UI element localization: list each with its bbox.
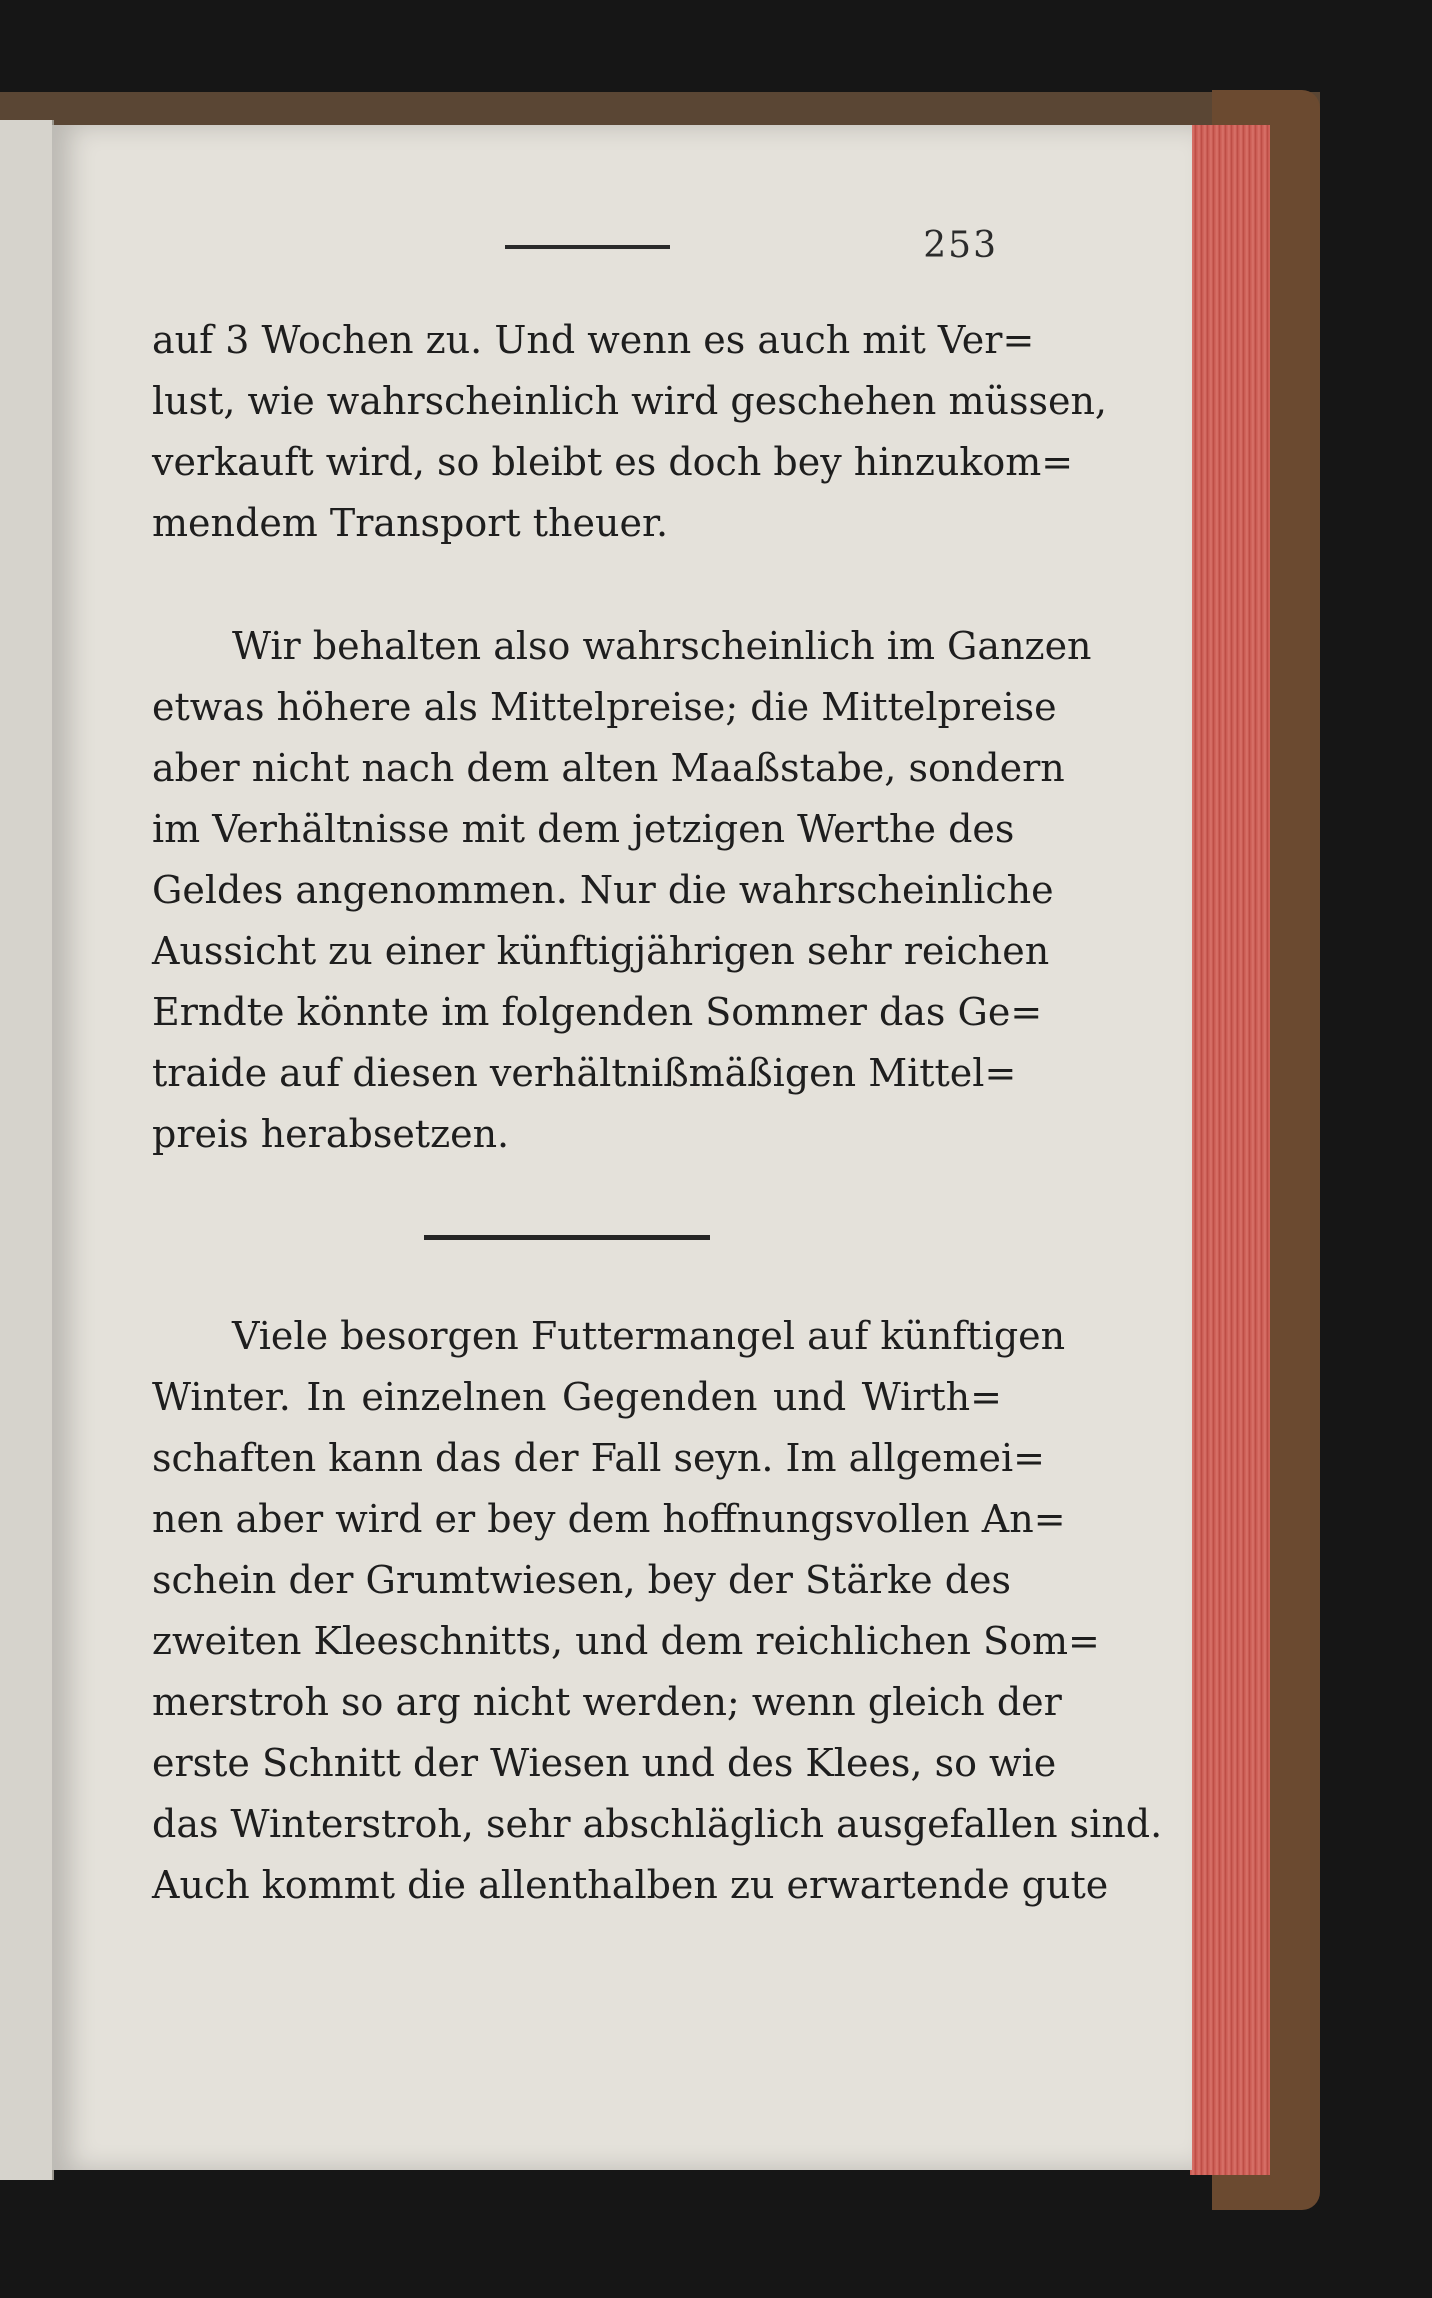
- paragraph-3: [152, 1306, 1163, 1916]
- text-line: etwas höhere als Mittelpreise; die Mittelpreise: [152, 685, 1057, 729]
- text-line: im Verhältnisse mit dem jetzigen Werthe des: [152, 807, 1015, 851]
- facing-page-edge: [0, 120, 54, 2180]
- text-line: schein der Grumtwiesen, bey der Stärke des: [152, 1558, 1012, 1602]
- page-number: 253: [923, 225, 998, 266]
- text-line: verkauft wird, so bleibt es doch bey hinzukom=: [152, 440, 1074, 484]
- text-line: Aussicht zu einer künftigjährigen sehr reichen: [152, 929, 1050, 973]
- text-line: zweiten Kleeschnitts, und dem reichlichen Som=: [152, 1619, 1100, 1663]
- text-line: Geldes angenommen. Nur die wahrscheinliche: [152, 868, 1054, 912]
- text-line: Auch kommt die allenthalben zu erwartende gute: [152, 1863, 1109, 1907]
- text-line: das Winterstroh, sehr abschläglich ausgefallen sind.: [152, 1802, 1163, 1846]
- page-edges-red: [1190, 125, 1270, 2175]
- paragraph-1: [152, 310, 1108, 554]
- text-line: aber nicht nach dem alten Maaßstabe, sondern: [152, 746, 1065, 790]
- text-line: mendem Transport theuer.: [152, 501, 669, 545]
- paragraph-2: [152, 616, 1092, 1165]
- text-line: traide auf diesen verhältnißmäßigen Mittel=: [152, 1051, 1017, 1095]
- text-line: merstroh so arg nicht werden; wenn gleich der: [152, 1680, 1062, 1724]
- text-line: preis herabsetzen.: [152, 1112, 510, 1156]
- text-line: Wir behalten also wahrscheinlich im Ganzen: [232, 624, 1092, 668]
- text-line: nen aber wird er bey dem hoffnungsvollen An=: [152, 1497, 1066, 1541]
- text-line: Erndte könnte im folgenden Sommer das Ge=: [152, 990, 1043, 1034]
- text-line: lust, wie wahrscheinlich wird geschehen müssen,: [152, 379, 1108, 423]
- text-line: auf 3 Wochen zu. Und wenn es auch mit Ver=: [152, 318, 1035, 362]
- text-line: schaften kann das der Fall seyn. Im allgemei=: [152, 1436, 1045, 1480]
- section-divider: [424, 1235, 710, 1240]
- text-line: Winter. In einzelnen Gegenden und Wirth=: [152, 1375, 1002, 1419]
- text-line: Viele besorgen Futtermangel auf künftigen: [232, 1314, 1066, 1358]
- text-line: erste Schnitt der Wiesen und des Klees, so wie: [152, 1741, 1057, 1785]
- header-rule: [505, 245, 670, 249]
